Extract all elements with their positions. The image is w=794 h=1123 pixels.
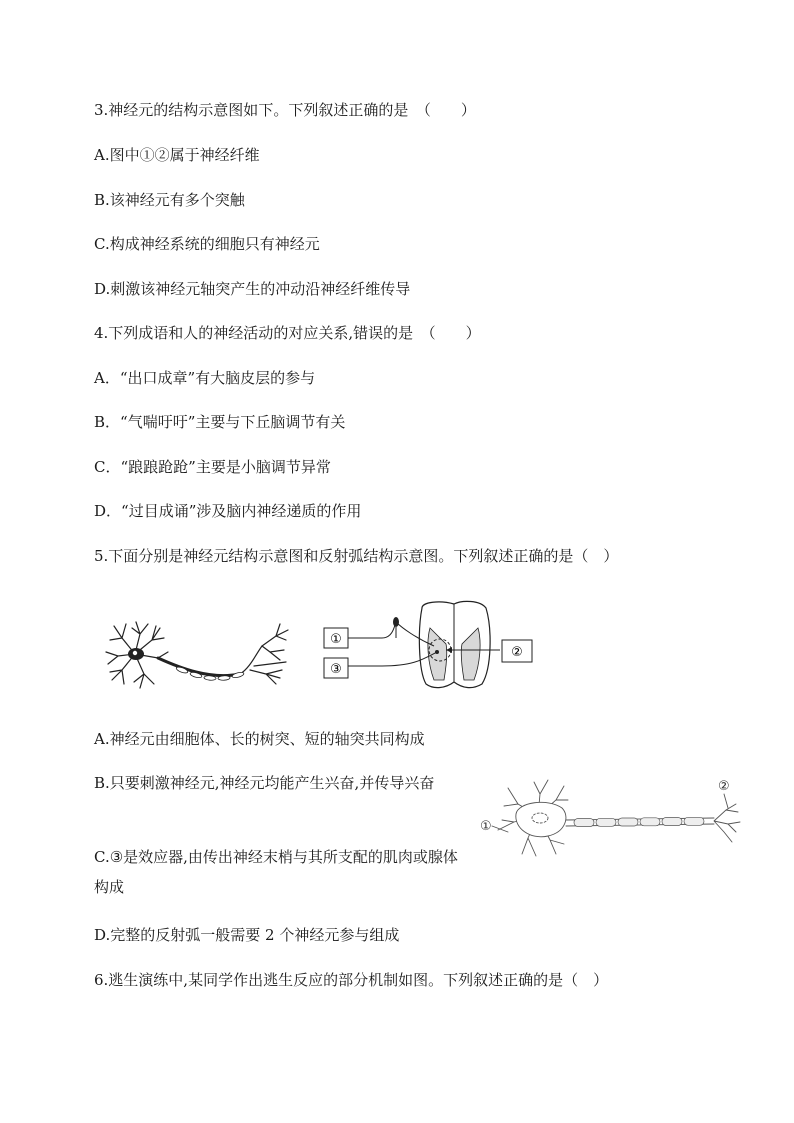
question-6-stem: 6.逃生演练中,某同学作出逃生反应的部分机制如图。下列叙述正确的是（ ） [94, 971, 609, 989]
question-5-option-c: C.③是效应器,由传出神经末梢与其所支配的肌肉或腺体构成 [94, 848, 458, 896]
question-4-option-d: D．“过目成诵”涉及脑内神经递质的作用 [94, 502, 362, 520]
question-4-option-b: B．“气喘吁吁”主要与下丘脑调节有关 [94, 413, 346, 431]
question-3-option-a: A.图中①②属于神经纤维 [94, 146, 260, 164]
question-3-stem: 3.神经元的结构示意图如下。下列叙述正确的是 （ ） [94, 101, 476, 119]
question-5-stem: 5.下面分别是神经元结构示意图和反射弧结构示意图。下列叙述正确的是（ ） [94, 547, 619, 565]
question-5-option-a: A.神经元由细胞体、长的树突、短的轴突共同构成 [94, 730, 425, 748]
neuron-figure-right [478, 774, 748, 869]
question-4-stem: 4.下列成语和人的神经活动的对应关系,错误的是 （ ） [94, 324, 481, 342]
question-4-option-c: C．“踉踉跄跄”主要是小脑调节异常 [94, 458, 331, 476]
neuron-label-right: ② [718, 779, 730, 794]
reflex-arc-diagram [322, 598, 537, 690]
question-4-option-a: A．“出口成章”有大脑皮层的参与 [94, 369, 316, 387]
question-3-option-d: D.刺激该神经元轴突产生的冲动沿神经纤维传导 [94, 280, 411, 298]
neuron-label-left: ① [480, 819, 492, 834]
question-3-option-b: B.该神经元有多个突触 [94, 191, 245, 209]
question-5-option-b: B.只要刺激神经元,神经元均能产生兴奋,并传导兴奋 [94, 774, 435, 792]
neuron-diagram [100, 618, 300, 693]
question-3-option-c: C.构成神经系统的细胞只有神经元 [94, 235, 320, 253]
question-5-option-d: D.完整的反射弧一般需要 2 个神经元参与组成 [94, 926, 400, 944]
reflex-box-1-label: ① [330, 632, 342, 647]
reflex-box-3-label: ③ [330, 662, 342, 677]
reflex-box-2-label: ② [511, 645, 523, 660]
